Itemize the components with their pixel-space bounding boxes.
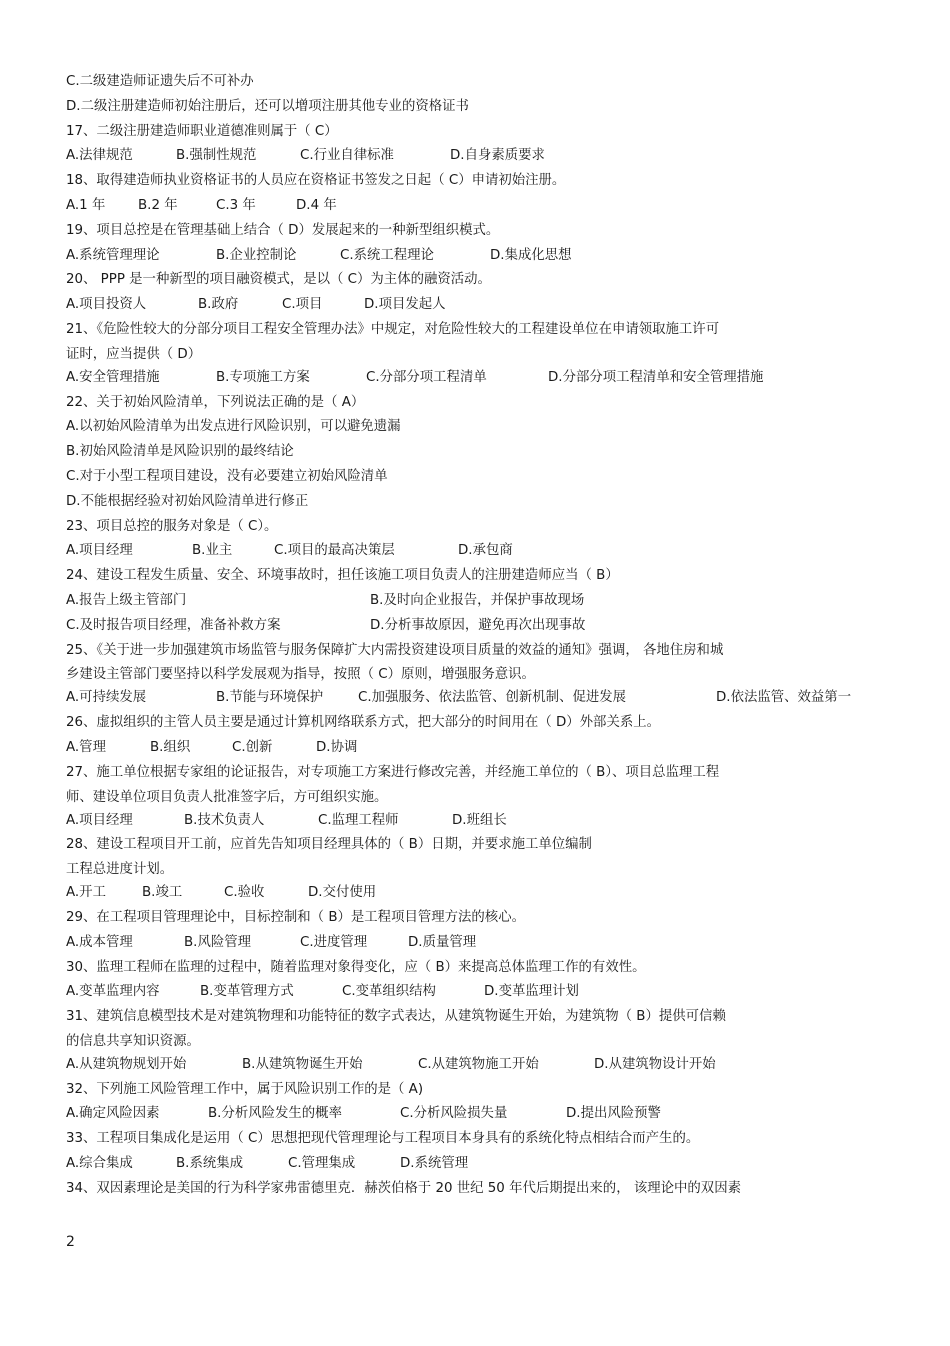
answer-option: A.开工	[66, 885, 106, 901]
answer-option: A.项目经理	[66, 543, 133, 559]
answer-options	[66, 980, 886, 1005]
answer-option: C.加强服务、依法监管、创新机制、促进发展	[358, 690, 627, 706]
text-line: B.初始风险清单是风险识别的最终结论	[66, 444, 294, 460]
text-line: 25、《关于进一步加强建筑市场监管与服务保障扩大内需投资建设项目质量的效益的通知》强调， 各地住房和城	[66, 642, 724, 658]
answer-option: B.及时向企业报告，并保护事故现场	[370, 592, 585, 608]
answer-options	[66, 366, 886, 391]
answer-option: B.企业控制论	[216, 247, 297, 263]
answer-option: A.法律规范	[66, 148, 133, 164]
answer-option: D.从建筑物设计开始	[594, 1056, 716, 1072]
answer-option: C.从建筑物施工开始	[418, 1056, 539, 1072]
answer-options	[66, 614, 886, 639]
answer-option: A.管理	[66, 739, 106, 755]
answer-option: A.确定风险因素	[66, 1106, 160, 1122]
answer-option: B.强制性规范	[176, 148, 257, 164]
answer-option: B.系统集成	[176, 1156, 244, 1172]
text-line: 17、二级注册建造师职业道德准则属于（ C）	[66, 123, 338, 139]
answer-options	[66, 539, 886, 564]
text-line: 21、《危险性较大的分部分项目工程安全管理办法》中规定，对危险性较大的工程建设单位在申请领取施工许可	[66, 321, 720, 337]
answer-option: A.变革监理内容	[66, 984, 160, 1000]
text-line: A.以初始风险清单为出发点进行风险识别，可以避免遗漏	[66, 419, 401, 435]
text-line: 31、建筑信息模型技术是对建筑物理和功能特征的数字式表达，从建筑物诞生开始，为建筑物（ B）提供可信赖	[66, 1009, 726, 1025]
answer-options	[66, 1152, 886, 1177]
text-line: 22、关于初始风险清单，下列说法正确的是（ A）	[66, 394, 365, 410]
text-line: 23、项目总控的服务对象是（ C）。	[66, 518, 278, 534]
text-line: 24、建设工程发生质量、安全、环境事故时，担任该施工项目负责人的注册建造师应当（ B）	[66, 568, 619, 584]
answer-option: D.4 年	[296, 197, 337, 213]
answer-option: D.依法监管、效益第一	[716, 690, 852, 706]
text-line: 32、下列施工风险管理工作中，属于风险识别工作的是（ A)	[66, 1081, 424, 1097]
text-line: 20、 PPP 是一种新型的项目融资模式，是以（ C）为主体的融资活动。	[66, 272, 491, 288]
answer-options	[66, 1053, 886, 1078]
text-line: 证时，应当提供（ D）	[66, 346, 202, 362]
answer-option: B.专项施工方案	[216, 369, 310, 385]
answer-option: B.竣工	[142, 885, 183, 901]
answer-options	[66, 809, 886, 834]
text-line: 29、在工程项目管理理论中，目标控制和（ B）是工程项目管理方法的核心。	[66, 909, 525, 925]
text-line: 师、建设单位项目负责人批准签字后，方可组织实施。	[66, 789, 388, 805]
answer-option: C.行业自律标准	[300, 148, 394, 164]
answer-option: D.变革监理计划	[484, 984, 579, 1000]
text-line: 18、取得建造师执业资格证书的人员应在资格证书签发之日起（ C）申请初始注册。	[66, 173, 566, 189]
answer-option: D.班组长	[452, 812, 507, 828]
answer-option: A.从建筑物规划开始	[66, 1056, 187, 1072]
answer-option: B.2 年	[138, 197, 178, 213]
answer-option: B.从建筑物诞生开始	[242, 1056, 363, 1072]
answer-option: C.变革组织结构	[342, 984, 436, 1000]
answer-option: D.项目发起人	[364, 297, 446, 313]
text-line: 34、双因素理论是美国的行为科学家弗雷德里克．赫茨伯格于 20 世纪 50 年代后期提出来的， 该理论中的双因素	[66, 1180, 741, 1196]
answer-option: A.项目投资人	[66, 297, 147, 313]
page-number: 2	[66, 1234, 75, 1250]
document-page	[66, 70, 886, 1202]
answer-option: A.综合集成	[66, 1156, 133, 1172]
text-line: D.不能根据经验对初始风险清单进行修正	[66, 493, 309, 509]
answer-option: A.可持续发展	[66, 690, 147, 706]
answer-option: B.节能与环境保护	[216, 690, 324, 706]
text-line: 27、施工单位根据专家组的论证报告，对专项施工方案进行修改完善，并经施工单位的（ B）、项目总监理工程	[66, 764, 720, 780]
answer-option: D.分部分项工程清单和安全管理措施	[548, 369, 764, 385]
answer-option: D.系统管理	[400, 1156, 469, 1172]
answer-options	[66, 244, 886, 269]
answer-option: B.组织	[150, 739, 191, 755]
answer-option: A.安全管理措施	[66, 369, 160, 385]
answer-option: A.成本管理	[66, 934, 133, 950]
answer-option: C.分析风险损失量	[400, 1106, 508, 1122]
text-line: C.对于小型工程项目建设，没有必要建立初始风险清单	[66, 468, 388, 484]
answer-option: C.项目的最高决策层	[274, 543, 395, 559]
answer-option: D.分析事故原因，避免再次出现事故	[370, 617, 586, 633]
text-line: 26、虚拟组织的主管人员主要是通过计算机网络联系方式，把大部分的时间用在（ D）外部关系上。	[66, 715, 661, 731]
answer-option: C.验收	[224, 885, 265, 901]
text-line: D.二级注册建造师初始注册后，还可以增项注册其他专业的资格证书	[66, 98, 469, 114]
answer-options	[66, 194, 886, 219]
answer-option: C.及时报告项目经理，准备补救方案	[66, 617, 281, 633]
text-line: 19、项目总控是在管理基础上结合（ D）发展起来的一种新型组织模式。	[66, 222, 500, 238]
answer-options	[66, 1102, 886, 1127]
answer-options	[66, 686, 886, 711]
answer-options	[66, 736, 886, 761]
text-line: 的信息共享知识资源。	[66, 1033, 200, 1049]
answer-option: C.创新	[232, 739, 273, 755]
answer-option: C.项目	[282, 297, 323, 313]
answer-option: D.协调	[316, 739, 358, 755]
answer-option: D.质量管理	[408, 934, 477, 950]
answer-option: B.技术负责人	[184, 812, 265, 828]
text-line: 工程总进度计划。	[66, 862, 174, 878]
answer-option: D.交付使用	[308, 885, 377, 901]
answer-option: B.风险管理	[184, 934, 252, 950]
text-line: 33、工程项目集成化是运用（ C）思想把现代管理理论与工程项目本身具有的系统化特点相结合而产生的。	[66, 1131, 700, 1147]
answer-option: C.分部分项工程清单	[366, 369, 487, 385]
answer-option: B.政府	[198, 297, 239, 313]
answer-option: B.业主	[192, 543, 233, 559]
answer-option: C.进度管理	[300, 934, 368, 950]
answer-option: A.系统管理理论	[66, 247, 160, 263]
answer-option: D.提出风险预警	[566, 1106, 661, 1122]
answer-options	[66, 931, 886, 956]
text-line: 乡建设主管部门要坚持以科学发展观为指导，按照（ C）原则，增强服务意识。	[66, 667, 535, 683]
answer-option: D.集成化思想	[490, 247, 572, 263]
text-line: C.二级建造师证遗失后不可补办	[66, 74, 254, 89]
answer-option: C.监理工程师	[318, 812, 399, 828]
answer-options	[66, 589, 886, 614]
answer-option: C.3 年	[216, 197, 256, 213]
answer-option: D.自身素质要求	[450, 148, 545, 164]
text-line: 30、监理工程师在监理的过程中，随着监理对象得变化，应（ B）来提高总体监理工作的有效性。	[66, 959, 646, 975]
text-line: 28、建设工程项目开工前，应首先告知项目经理具体的（ B）日期，并要求施工单位编制	[66, 837, 592, 853]
answer-option: A.1 年	[66, 197, 106, 213]
answer-option: A.报告上级主管部门	[66, 592, 187, 608]
answer-option: C.系统工程理论	[340, 247, 434, 263]
answer-option: D.承包商	[458, 543, 513, 559]
answer-option: C.管理集成	[288, 1156, 356, 1172]
answer-option: B.变革管理方式	[200, 984, 294, 1000]
answer-option: A.项目经理	[66, 812, 133, 828]
answer-options	[66, 144, 886, 169]
answer-options	[66, 881, 886, 906]
answer-options	[66, 293, 886, 318]
answer-option: B.分析风险发生的概率	[208, 1106, 342, 1122]
